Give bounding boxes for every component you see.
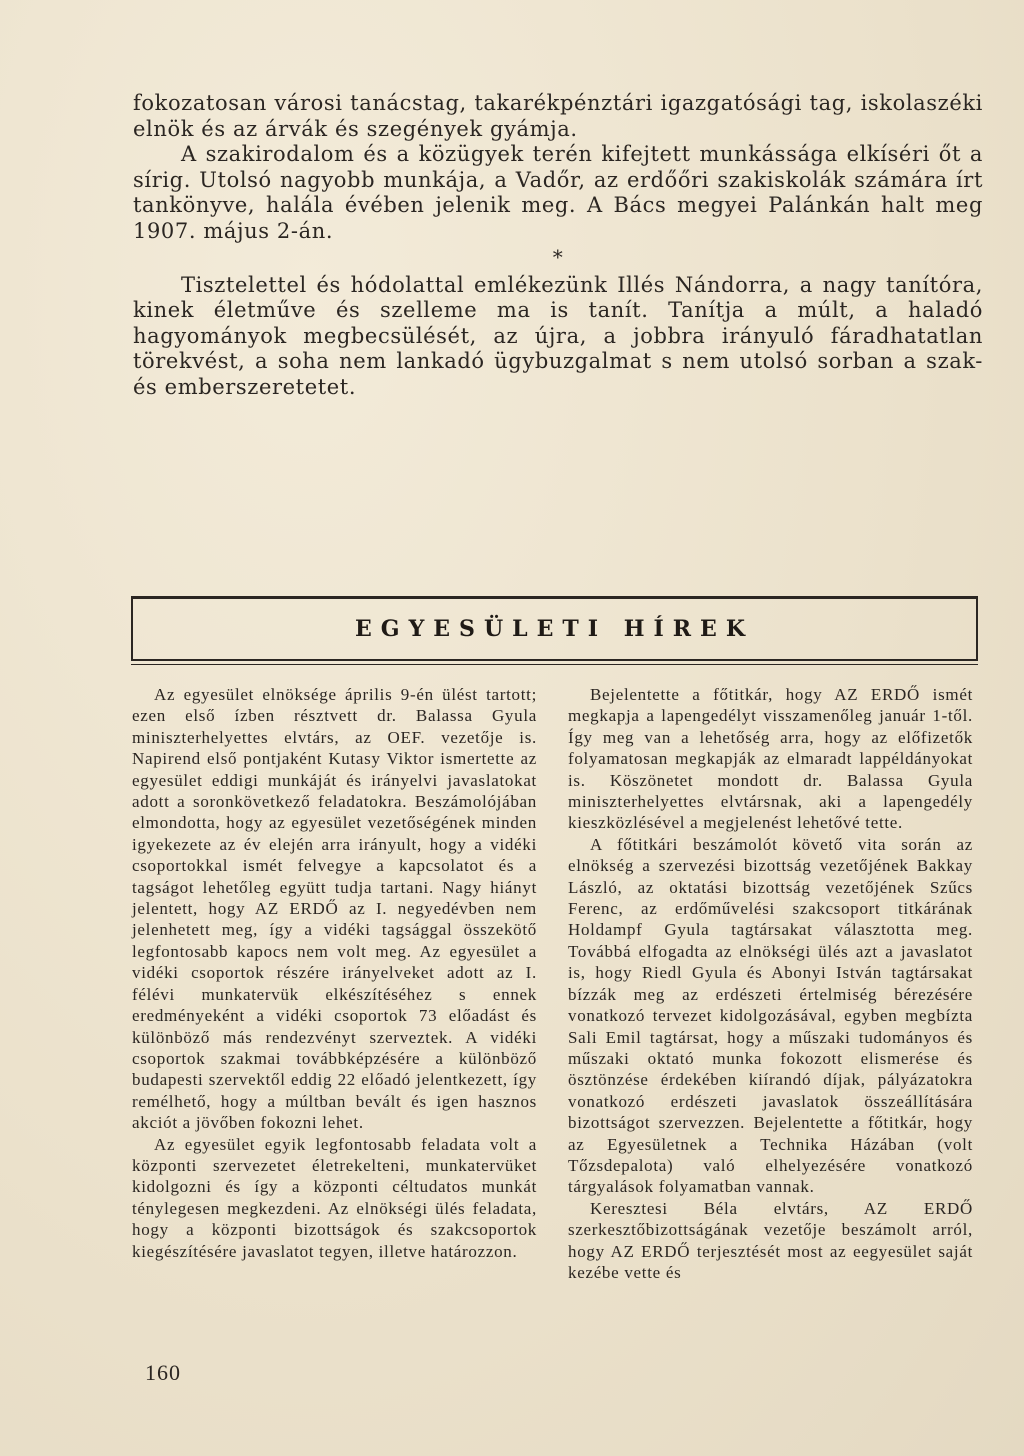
right-column-paragraph: Keresztesi Béla elvtárs, AZ ERDŐ szerkesztőbizottságának vezetője beszámolt arról, hogy AZ ERDŐ terjesztését most az eegyesület saját kezébe vette és xyxy=(568,1198,973,1282)
left-column-paragraph: Az egyesület elnöksége április 9-én ülést tartott; ezen első ízben résztvett dr. Balassa Gyula miniszterhelyettes elvtárs, az OEF. vezetője is. Napirend első pontjaként Kutasy Viktor ismertette az egyesület eddigi munkáját és irányelvi javaslatokat adott a soronkövetkező feladatokra. Beszámolójában elmondotta, hogy az egyesület vezetőségének minden igyekezete az év elején arra irányult, hogy a vidéki csoportokkal ismét felvegye a kapcsolatot és a tagságot lehetőleg együtt tudja tartani. Nagy hiányt jelentett, hogy AZ ERDŐ az I. negyedévben nem jelenhetett meg, így a vidéki tagsággal összekötő legfontosabb kapocs nem volt meg. Az egyesület a vidéki csoportok részére irányelveket adott az I. félévi munkatervük elkészítéséhez s ennek eredményeként a vidéki csoportok 73 előadást és különböző más rendezvényt szerveztek. A vidéki csoportok szakmai továbbképzésére a különböző budapesti szervektől eddig 22 előadó jelentkezett, így remélhető, hogy a múltban bevált és igen hasznos akciót a jövőben fokozni lehet. xyxy=(132,685,537,1133)
right-column-paragraph: Bejelentette a főtitkár, hogy AZ ERDŐ ismét megkapja a lapengedélyt visszamenőleg január 1-től. Így meg van a lehetőség arra, hogy az előfizetők folyamatosan megkapják az elmaradt lappéldányokat is. Köszönetet mondott dr. Balassa Gyula miniszterhelyettes elvtársnak, aki a lapengedély kieszközlésével a megjelenést lehetővé tette. xyxy=(568,685,973,833)
intro-text-block xyxy=(133,91,983,401)
left-column-paragraph: Az egyesület egyik legfontosabb feladata volt a központi szervezetet életrekelteni, munkatervüket kidolgozni és így a központi céltudatos munkát ténylegesen megkezdeni. Az elnökségi ülés feladata, hogy a központi bizottságok és szakcsoportok kiegészítésére javaslatot tegyen, illetve határozzon. xyxy=(132,1134,537,1261)
asterisk-separator: * xyxy=(552,244,564,269)
intro-paragraph: fokozatosan városi tanácstag, takarékpénztári igazgatósági tag, iskolaszéki elnök és az árvák és szegények gyámja. xyxy=(133,91,983,141)
closing-paragraph: Tisztelettel és hódolattal emlékezünk Illés Nándorra, a nagy tanítóra, kinek életműve és szelleme ma is tanít. Tanítja a múlt, a haladó hagyományok megbecsülését, az újra, a jobbra irányuló fáradhatatlan törekvést, a soha nem lankadó ügybuzgalmat s nem utolsó sorban a szak- és emberszeretetet. xyxy=(133,272,983,399)
right-column xyxy=(568,684,973,1283)
left-column xyxy=(132,684,537,1262)
right-column-paragraph: A főtitkári beszámolót követő vita során az elnökség a szervezési bizottság vezetőjének Bakkay László, az oktatási bizottság vezetőjének Szűcs Ferenc, az erdőművelési szakcsoport titkárának Holdampf Gyula tagtársakat választotta meg. Továbbá elfogadta az elnökségi ülés azt a javaslatot is, hogy Riedl Gyula és Abonyi István tagtársakat bízzák meg az erdészeti értelmiség bérezésére vonatkozó tervezet kidolgozásával, egyben megbízta Sali Emil tagtársat, hogy a műszaki tudományos és műszaki oktató munka fokozott elismerése és ösztönzése érdekében kiírandó díjak, pályázatokra vonatkozó erdészeti javaslatok összeállítására bizottságot szervezzen. Bejelentette a főtitkár, hogy az Egyesületnek a Technika Házában (volt Tőzsdepalota) való elhelyezésére vonatkozó tárgyalások folyamatban vannak. xyxy=(568,834,973,1197)
section-title: EGYESÜLETI HÍREK xyxy=(355,616,754,642)
intro-paragraph: A szakirodalom és a közügyek terén kifejtett munkássága elkíséri őt a sírig. Utolsó nagyobb munkája, a Vadőr, az erdőőri szakiskolák számára írt tankönyve, halála évében jelenik meg. A Bács megyei Palánkán halt meg 1907. május 2-án. xyxy=(133,142,983,243)
page-number: 160 xyxy=(145,1360,181,1385)
section-header-box xyxy=(131,596,978,661)
